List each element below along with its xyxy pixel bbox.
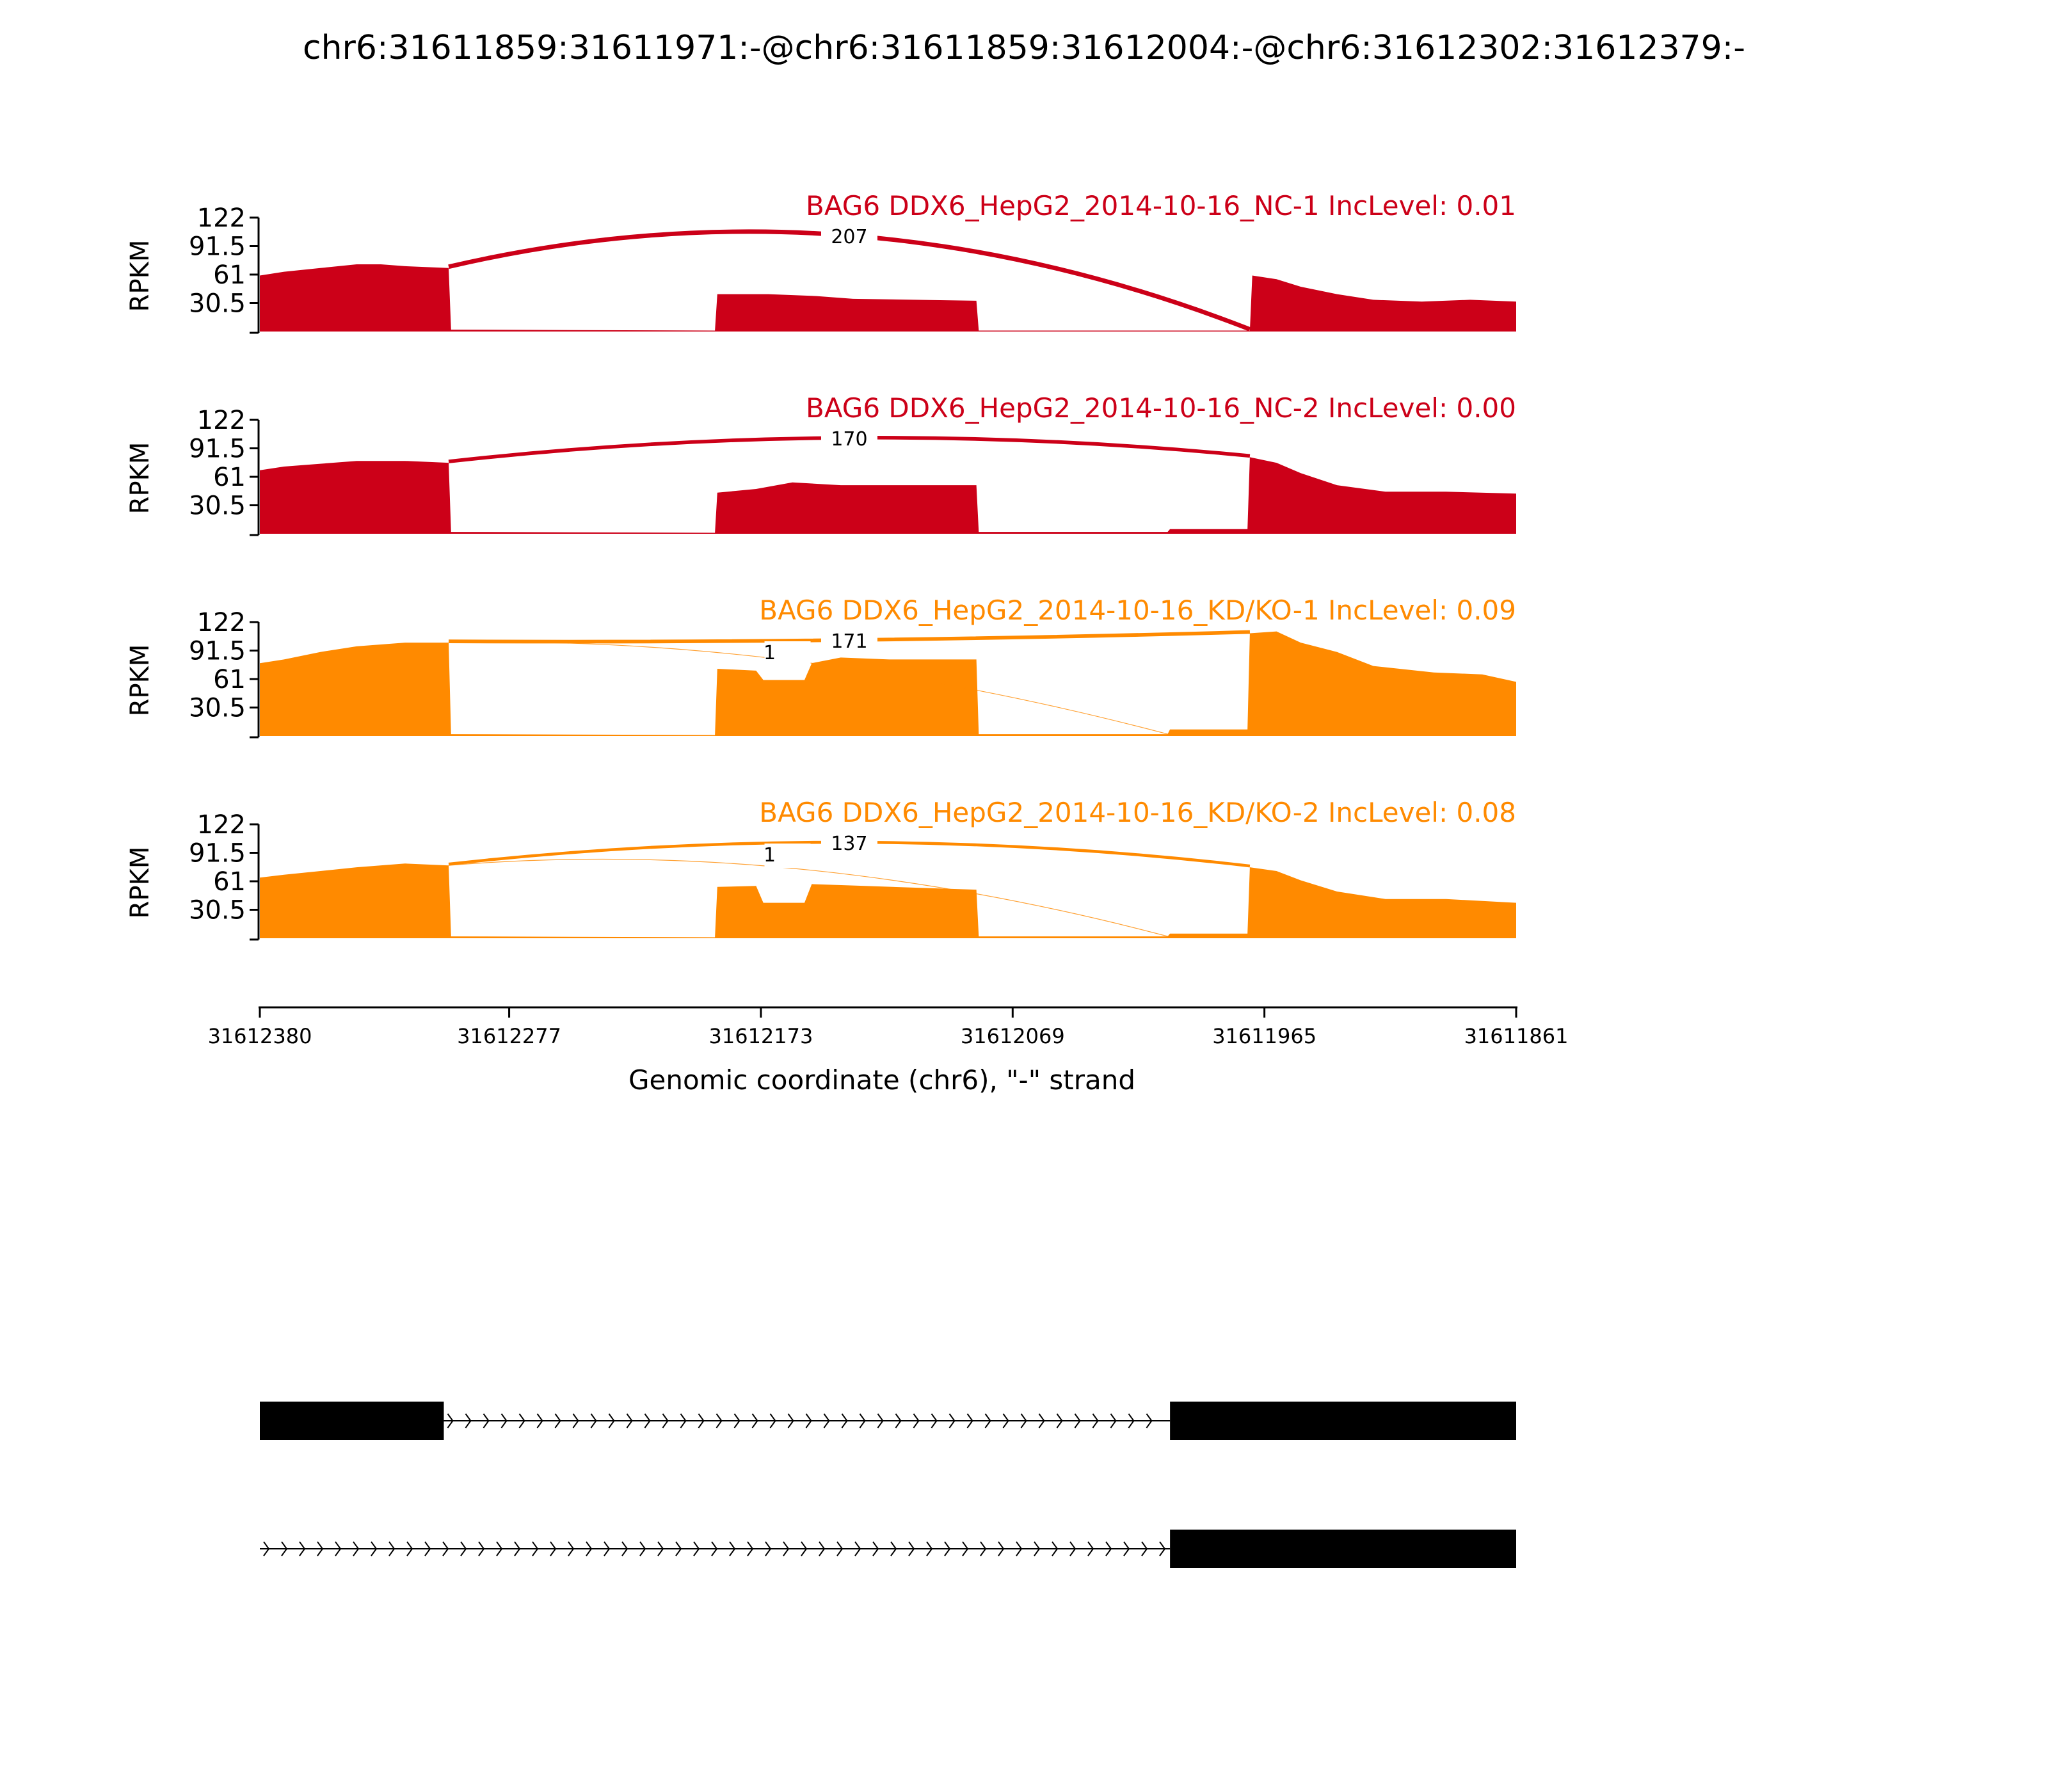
track-label: BAG6 DDX6_HepG2_2014-10-16_NC-1 IncLevel: 0.01 — [806, 190, 1516, 221]
coverage-area — [260, 632, 1516, 736]
x-tick-label: 31612380 — [207, 1024, 312, 1048]
tracks-layer — [125, 190, 1516, 940]
x-tick-label: 31612277 — [457, 1024, 562, 1048]
junction-count-label: 1 — [763, 642, 776, 664]
gene-model — [260, 1402, 1516, 1440]
y-tick-label: 30.5 — [188, 289, 246, 319]
coverage-area — [260, 863, 1516, 938]
y-tick-label: 122 — [196, 608, 246, 637]
y-tick-label: 61 — [213, 463, 246, 492]
y-tick-label: 122 — [196, 810, 246, 840]
y-tick-label: 61 — [213, 665, 246, 694]
exon-block — [1170, 1402, 1516, 1440]
y-axis-label: RPKM — [125, 442, 155, 515]
y-tick-label: 122 — [196, 406, 246, 435]
coverage-area — [260, 457, 1516, 534]
coverage-track — [125, 797, 1516, 940]
y-tick-label: 122 — [196, 204, 246, 233]
track-label: BAG6 DDX6_HepG2_2014-10-16_KD/KO-1 IncLevel: 0.09 — [759, 595, 1516, 626]
x-tick-label: 31612069 — [960, 1024, 1065, 1048]
chart-title: chr6:31611859:31611971:-@chr6:31611859:31612004:-@chr6:31612302:31612379:- — [302, 29, 1746, 67]
junction-count-label: 137 — [831, 833, 868, 855]
x-tick-label: 31611965 — [1212, 1024, 1317, 1048]
gene-models — [260, 1402, 1516, 1568]
exon-block — [260, 1402, 444, 1440]
x-tick-label: 31611861 — [1464, 1024, 1569, 1048]
y-tick-label: 30.5 — [188, 693, 246, 723]
y-axis-label: RPKM — [125, 644, 155, 717]
exon-block — [1170, 1530, 1516, 1568]
x-tick-label: 31612173 — [708, 1024, 813, 1048]
y-axis-label: RPKM — [125, 846, 155, 919]
coverage-track — [125, 190, 1516, 333]
y-tick-label: 61 — [213, 260, 246, 290]
y-axis-label: RPKM — [125, 239, 155, 312]
junction-count-label: 207 — [831, 226, 868, 248]
y-tick-label: 61 — [213, 867, 246, 897]
y-tick-label: 91.5 — [188, 232, 246, 262]
junction-count-label: 171 — [831, 630, 868, 653]
y-tick-label: 30.5 — [188, 491, 246, 521]
junction-count-label: 1 — [763, 844, 776, 867]
x-axis-label: Genomic coordinate (chr6), "-" strand — [628, 1064, 1136, 1096]
track-label: BAG6 DDX6_HepG2_2014-10-16_KD/KO-2 IncLevel: 0.08 — [759, 797, 1516, 828]
junction-count-label: 170 — [831, 428, 868, 451]
coverage-area — [260, 264, 1516, 332]
gene-model — [260, 1530, 1516, 1568]
x-axis — [208, 1007, 1569, 1048]
y-tick-label: 30.5 — [188, 895, 246, 925]
y-tick-label: 91.5 — [188, 434, 246, 464]
y-tick-label: 91.5 — [188, 838, 246, 868]
y-tick-label: 91.5 — [188, 636, 246, 666]
coverage-track — [125, 392, 1516, 535]
coverage-track — [125, 595, 1516, 737]
track-label: BAG6 DDX6_HepG2_2014-10-16_NC-2 IncLevel: 0.00 — [806, 392, 1516, 424]
